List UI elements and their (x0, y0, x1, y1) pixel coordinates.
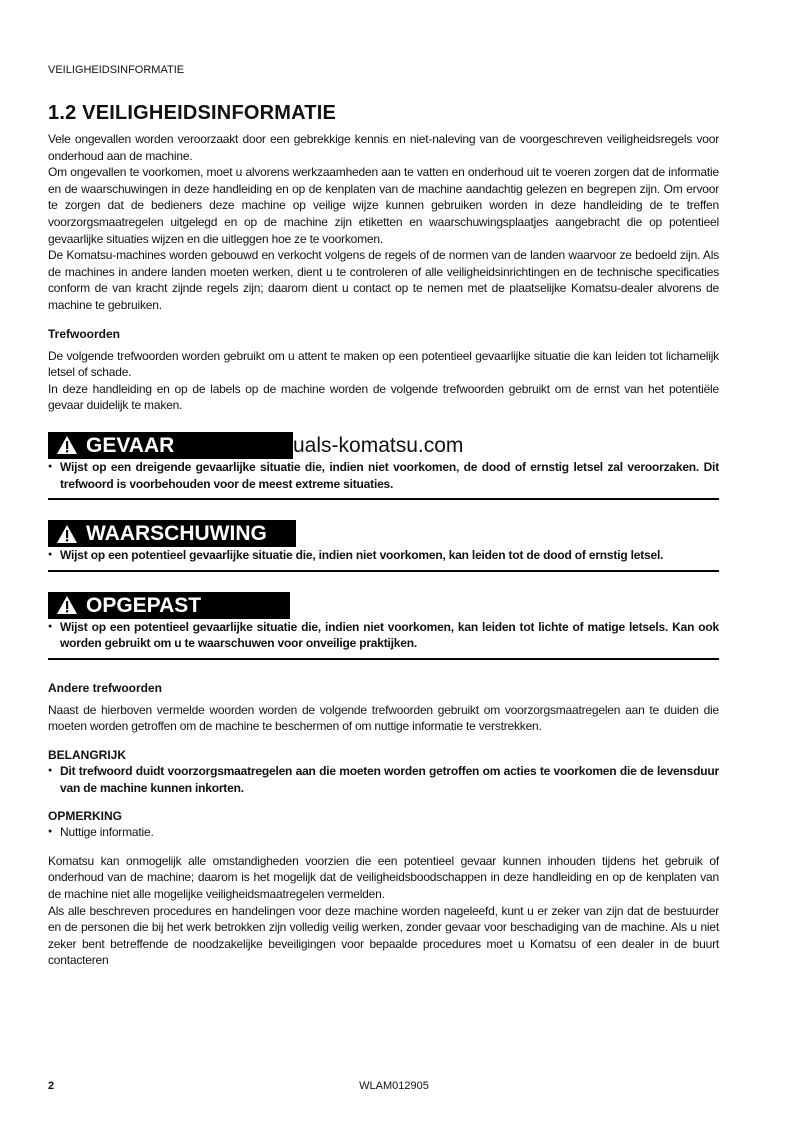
trefwoorden-paragraph: In deze handleiding en op de labels op de machine worden de volgende trefwoorden gebruikt om de ernst van het potentiële gevaar duidelijk te maken. (48, 381, 719, 413)
trefwoorden-paragraph: De volgende trefwoorden worden gebruikt om u attent te maken op een potentieel gevaarlijke situatie die kan leiden tot lichamelijk letsel of schade. (48, 348, 719, 380)
footer (48, 1079, 719, 1093)
watermark: uals-komatsu.com (293, 433, 464, 457)
caution-description: ● Wijst op een potentieel gevaarlijke situatie die, indien niet voorkomen, kan leiden tot lichte of matige letsels. Kan ook worden gebruikt om u te waarschuwen voor onveilige praktijken. (48, 619, 719, 652)
page-number: 2 (48, 1080, 55, 1092)
opmerking-heading: OPMERKING (48, 809, 123, 824)
divider (48, 498, 719, 500)
danger-label-text: GEVAAR (86, 433, 175, 457)
divider (48, 658, 719, 660)
belangrijk-description: ● Dit trefwoord duidt voorzorgsmaatregelen aan die moeten worden getroffen om acties te voorkomen die de levensduur van de machine kunnen inkorten. (48, 763, 719, 796)
warning-description: ● Wijst op een potentieel gevaarlijke situatie die, indien niet voorkomen, kan leiden tot de dood of ernstig letsel. (48, 547, 719, 564)
closing-paragraph: Komatsu kan onmogelijk alle omstandigheden voorzien die een potentieel gevaar kunnen inhouden tijdens het gebruik of onderhoud van de machine; daarom is het mogelijk dat de veiligheidsboodschappen in deze handleiding en op de kenplaten van de machine niet alle mogelijke veiligheidsmaatregelen vermelden. (48, 853, 719, 902)
trefwoorden-heading: Trefwoorden (48, 326, 121, 341)
spacer (48, 969, 719, 1079)
warning-triangle-icon (56, 435, 78, 455)
danger-row (48, 432, 719, 459)
opmerking-description: ● Nuttige informatie. (48, 824, 719, 841)
caution-row (48, 592, 719, 619)
andere-section (48, 702, 719, 735)
warning-row (48, 520, 719, 547)
intro-paragraph: De Komatsu-machines worden gebouwd en verkocht volgens de regels of de normen van de landen waarvoor ze bedoeld zijn. Als de machines in andere landen moeten werken, dient u te controleren of alle veiligheidsinrichtingen en de technische specificaties conform de van kracht zijnde regels zijn; daarom dient u contact op te nemen met de plaatselijke Komatsu-dealer alvorens de machine te gebruiken. (48, 248, 719, 312)
trefwoorden-section (48, 348, 719, 414)
belangrijk-heading: BELANGRIJK (48, 748, 127, 763)
danger-description: ● Wijst op een dreigende gevaarlijke situatie die, indien niet voorkomen, de dood of ernstig letsel zal veroorzaken. Dit trefwoord is voorbehouden voor de meest extreme situaties. (48, 459, 719, 492)
danger-label (48, 432, 293, 459)
document-code: WLAM012905 (359, 1080, 429, 1092)
caution-label (48, 592, 290, 619)
closing-paragraph: Als alle beschreven procedures en handelingen voor deze machine worden nageleefd, kunt u er zeker van zijn dat de bestuurder en de personen die bij het werk betrokken zijn volledig veilig werken, zonder gevaar voor beschadiging van de machine. Als u niet zeker bent betreffende de noodzakelijke beveiligingen voor bepaalde procedures moet u Komatsu of een dealer in de buurt contacteren (48, 903, 719, 968)
intro-paragraph: Vele ongevallen worden veroorzaakt door een gebrekkige kennis en niet-naleving van de voorgeschreven veiligheidsregels voor onderhoud aan de machine. (48, 132, 719, 163)
intro-section (48, 131, 719, 314)
warning-label-text: WAARSCHUWING (86, 522, 267, 546)
intro-paragraph: Om ongevallen te voorkomen, moet u alvorens werkzaamheden aan te vatten en onderhoud uit te voeren zorgen dat de informatie en de waarschuwingen in deze handleiding en op de kenplaten van de machine aandachtig gelezen en begrepen zijn. Om ervoor te zorgen dat de bedieners deze machine op veilige wijze kunnen gebruiken worden in deze handleiding de te treffen voorzorgsmaatregelen uitgelegd en op de machine zijn etiketten en waarschuwingsplaatjes aangebracht die op potentieel gevaarlijke situaties wijzen en die uitleggen hoe ze te voorkomen. (48, 165, 719, 246)
warning-triangle-icon (56, 595, 78, 615)
caution-label-text: OPGEPAST (86, 593, 202, 617)
warning-label (48, 520, 296, 547)
divider (48, 570, 719, 572)
warning-triangle-icon (56, 524, 78, 544)
running-header: VEILIGHEIDSINFORMATIE (48, 64, 185, 76)
andere-paragraph: Naast de hierboven vermelde woorden worden de volgende trefwoorden gebruikt om voorzorgsmaatregelen aan te duiden die moeten worden getroffen om de machine te beschermen of om nuttige informatie te verstrekken. (48, 702, 719, 734)
page-title: 1.2 VEILIGHEIDSINFORMATIE (48, 102, 336, 124)
closing-section (48, 853, 719, 969)
andere-heading: Andere trefwoorden (48, 680, 163, 695)
